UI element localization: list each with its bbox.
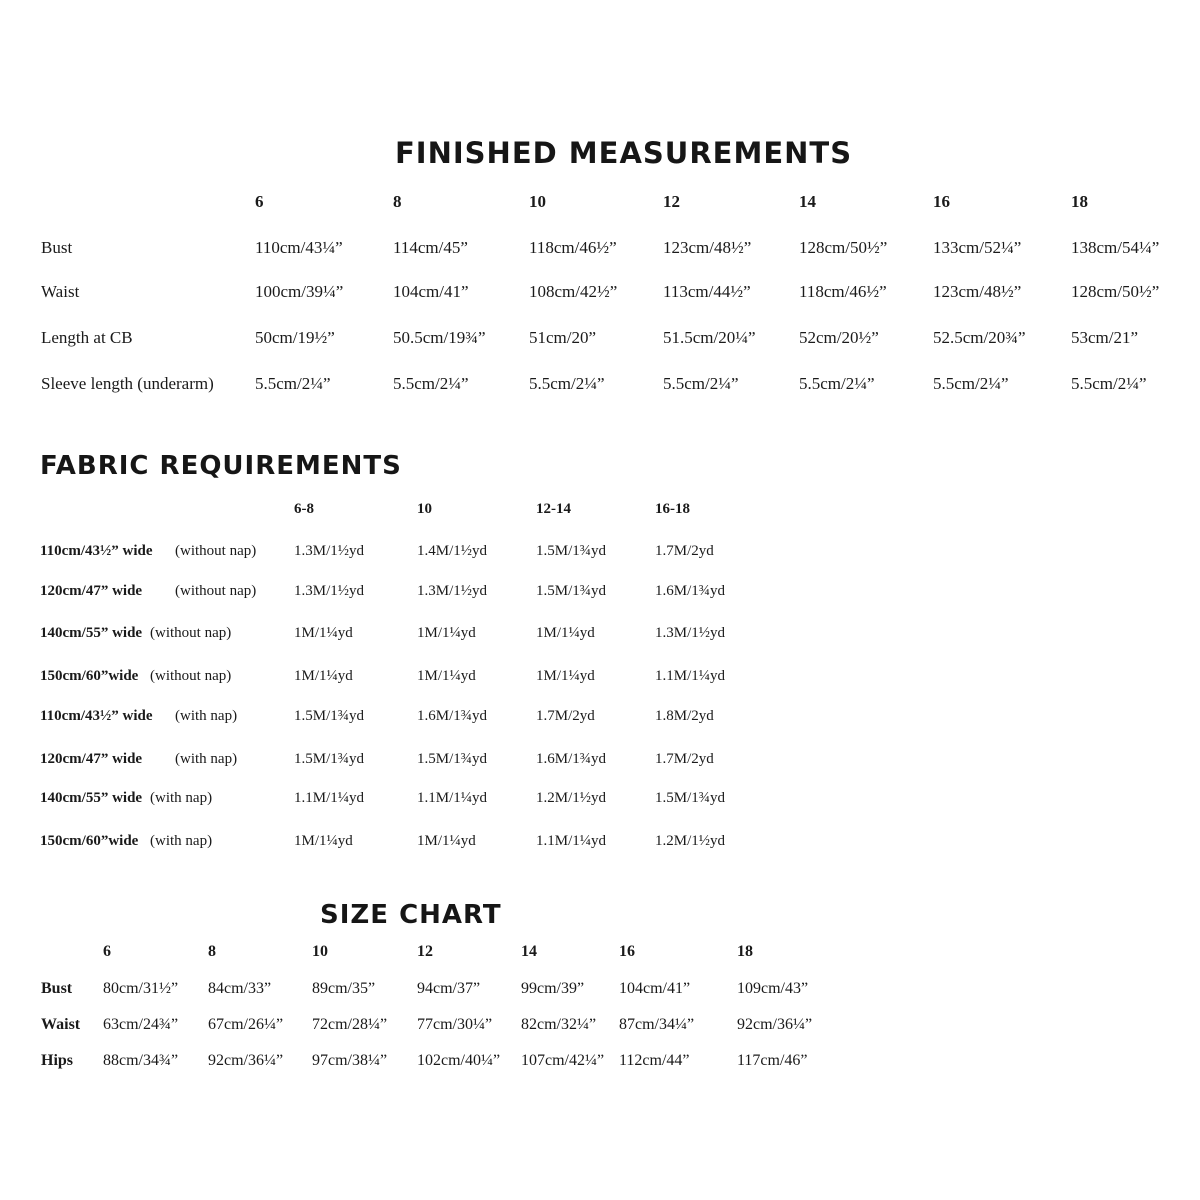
size-cell: 104cm/41” bbox=[619, 980, 691, 997]
fabric-amount-cell: 1M/1¼yd bbox=[536, 668, 595, 684]
size-cell: 72cm/28¼” bbox=[312, 1016, 388, 1033]
size-cell: 88cm/34¾” bbox=[103, 1052, 179, 1069]
size-header: 16 bbox=[933, 192, 950, 211]
size-header: 14 bbox=[521, 943, 537, 960]
fabric-amount-cell: 1M/1¼yd bbox=[417, 625, 476, 641]
measurement-cell: 5.5cm/2¼” bbox=[393, 374, 469, 393]
size-header: 18 bbox=[737, 943, 753, 960]
size-header: 8 bbox=[208, 943, 216, 960]
nap-label: (with nap) bbox=[150, 790, 213, 806]
fabric-amount-cell: 1M/1¼yd bbox=[294, 625, 353, 641]
row-label: Bust bbox=[41, 980, 73, 997]
fabric-width-label: 120cm/47” wide bbox=[40, 751, 143, 767]
fabric-width-label: 140cm/55” wide bbox=[40, 790, 143, 806]
measurement-cell: 118cm/46½” bbox=[799, 282, 887, 301]
size-cell: 77cm/30¼” bbox=[417, 1016, 493, 1033]
measurement-cell: 51.5cm/20¼” bbox=[663, 328, 756, 347]
size-chart-title: SIZE CHART bbox=[320, 900, 502, 930]
size-header: 10 bbox=[529, 192, 546, 211]
measurement-cell: 108cm/42½” bbox=[529, 282, 618, 301]
size-cell: 99cm/39” bbox=[521, 980, 585, 997]
measurement-cell: 138cm/54¼” bbox=[1071, 238, 1160, 257]
nap-label: (with nap) bbox=[150, 833, 213, 849]
fabric-amount-cell: 1.5M/1¾yd bbox=[417, 751, 488, 767]
fabric-amount-cell: 1.5M/1¾yd bbox=[294, 751, 365, 767]
fabric-amount-cell: 1.1M/1¼yd bbox=[417, 790, 488, 806]
size-header: 10 bbox=[312, 943, 328, 960]
size-cell: 117cm/46” bbox=[737, 1052, 808, 1069]
measurement-cell: 100cm/39¼” bbox=[255, 282, 344, 301]
measurement-cell: 53cm/21” bbox=[1071, 328, 1139, 347]
fabric-amount-cell: 1.3M/1½yd bbox=[417, 583, 488, 599]
fabric-amount-cell: 1.4M/1½yd bbox=[417, 543, 488, 559]
row-label: Hips bbox=[41, 1052, 74, 1069]
size-cell: 92cm/36¼” bbox=[208, 1052, 284, 1069]
fabric-amount-cell: 1.2M/1½yd bbox=[536, 790, 607, 806]
size-header: 14 bbox=[799, 192, 816, 211]
size-header: 12 bbox=[417, 943, 433, 960]
size-cell: 102cm/40¼” bbox=[417, 1052, 501, 1069]
nap-label: (with nap) bbox=[175, 708, 238, 724]
size-cell: 109cm/43” bbox=[737, 980, 809, 997]
measurement-cell: 128cm/50½” bbox=[799, 238, 888, 257]
fabric-amount-cell: 1.5M/1¾yd bbox=[536, 583, 607, 599]
size-cell: 92cm/36¼” bbox=[737, 1016, 813, 1033]
fabric-width-label: 150cm/60”wide bbox=[40, 668, 139, 684]
fabric-amount-cell: 1.6M/1¾yd bbox=[655, 583, 726, 599]
fabric-requirements-title: FABRIC REQUIREMENTS bbox=[40, 451, 402, 481]
fabric-amount-cell: 1M/1¼yd bbox=[294, 833, 353, 849]
size-cell: 112cm/44” bbox=[619, 1052, 690, 1069]
fabric-amount-cell: 1.5M/1¾yd bbox=[294, 708, 365, 724]
measurement-cell: 118cm/46½” bbox=[529, 238, 617, 257]
size-header: 16 bbox=[619, 943, 635, 960]
fabric-amount-cell: 1.7M/2yd bbox=[655, 543, 714, 559]
fabric-amount-cell: 1.5M/1¾yd bbox=[536, 543, 607, 559]
measurement-cell: 5.5cm/2¼” bbox=[663, 374, 739, 393]
size-header: 18 bbox=[1071, 192, 1088, 211]
fabric-amount-cell: 1.3M/1½yd bbox=[294, 583, 365, 599]
measurement-cell: 128cm/50½” bbox=[1071, 282, 1160, 301]
nap-label: (without nap) bbox=[150, 625, 232, 641]
finished-measurements-title: FINISHED MEASUREMENTS bbox=[395, 136, 853, 170]
size-header: 12-14 bbox=[536, 501, 571, 517]
size-cell: 63cm/24¾” bbox=[103, 1016, 179, 1033]
fabric-amount-cell: 1.2M/1½yd bbox=[655, 833, 726, 849]
size-header: 6 bbox=[103, 943, 111, 960]
size-cell: 89cm/35” bbox=[312, 980, 376, 997]
fabric-amount-cell: 1M/1¼yd bbox=[417, 668, 476, 684]
fabric-amount-cell: 1.7M/2yd bbox=[536, 708, 595, 724]
size-cell: 82cm/32¼” bbox=[521, 1016, 597, 1033]
fabric-amount-cell: 1.3M/1½yd bbox=[655, 625, 726, 641]
fabric-width-label: 120cm/47” wide bbox=[40, 583, 143, 599]
size-cell: 80cm/31½” bbox=[103, 980, 179, 997]
fabric-amount-cell: 1.1M/1¼yd bbox=[536, 833, 607, 849]
fabric-amount-cell: 1M/1¼yd bbox=[536, 625, 595, 641]
nap-label: (with nap) bbox=[175, 751, 238, 767]
size-cell: 97cm/38¼” bbox=[312, 1052, 388, 1069]
size-header: 10 bbox=[417, 501, 432, 517]
fabric-width-label: 150cm/60”wide bbox=[40, 833, 139, 849]
fabric-width-label: 110cm/43½” wide bbox=[40, 543, 153, 559]
size-cell: 107cm/42¼” bbox=[521, 1052, 605, 1069]
measurement-cell: 50cm/19½” bbox=[255, 328, 335, 347]
measurement-cell: 50.5cm/19¾” bbox=[393, 328, 486, 347]
nap-label: (without nap) bbox=[150, 668, 232, 684]
measurement-cell: 133cm/52¼” bbox=[933, 238, 1022, 257]
fabric-amount-cell: 1.1M/1¼yd bbox=[655, 668, 726, 684]
size-header: 16-18 bbox=[655, 501, 690, 517]
size-header: 12 bbox=[663, 192, 680, 211]
size-cell: 94cm/37” bbox=[417, 980, 481, 997]
fabric-width-label: 140cm/55” wide bbox=[40, 625, 143, 641]
fabric-amount-cell: 1.1M/1¼yd bbox=[294, 790, 365, 806]
fabric-amount-cell: 1.5M/1¾yd bbox=[655, 790, 726, 806]
measurement-cell: 113cm/44½” bbox=[663, 282, 751, 301]
measurement-cell: 123cm/48½” bbox=[663, 238, 752, 257]
size-cell: 87cm/34¼” bbox=[619, 1016, 695, 1033]
fabric-amount-cell: 1.6M/1¾yd bbox=[417, 708, 488, 724]
size-cell: 67cm/26¼” bbox=[208, 1016, 284, 1033]
fabric-amount-cell: 1.7M/2yd bbox=[655, 751, 714, 767]
measurement-cell: 123cm/48½” bbox=[933, 282, 1022, 301]
measurement-cell: 52.5cm/20¾” bbox=[933, 328, 1026, 347]
nap-label: (without nap) bbox=[175, 543, 257, 559]
row-label: Length at CB bbox=[41, 328, 133, 347]
size-cell: 84cm/33” bbox=[208, 980, 272, 997]
measurement-cell: 104cm/41” bbox=[393, 282, 469, 301]
size-header: 8 bbox=[393, 192, 402, 211]
measurement-cell: 5.5cm/2¼” bbox=[799, 374, 875, 393]
fabric-amount-cell: 1M/1¼yd bbox=[294, 668, 353, 684]
row-label: Sleeve length (underarm) bbox=[41, 374, 214, 393]
fabric-width-label: 110cm/43½” wide bbox=[40, 708, 153, 724]
measurement-cell: 5.5cm/2¼” bbox=[255, 374, 331, 393]
measurement-cell: 5.5cm/2¼” bbox=[933, 374, 1009, 393]
measurement-cell: 5.5cm/2¼” bbox=[1071, 374, 1147, 393]
size-header: 6-8 bbox=[294, 501, 314, 517]
nap-label: (without nap) bbox=[175, 583, 257, 599]
row-label: Waist bbox=[41, 1016, 81, 1033]
fabric-amount-cell: 1.6M/1¾yd bbox=[536, 751, 607, 767]
measurement-cell: 114cm/45” bbox=[393, 238, 468, 257]
measurement-cell: 51cm/20” bbox=[529, 328, 597, 347]
row-label: Waist bbox=[41, 282, 80, 301]
fabric-amount-cell: 1M/1¼yd bbox=[417, 833, 476, 849]
size-header: 6 bbox=[255, 192, 264, 211]
measurement-cell: 110cm/43¼” bbox=[255, 238, 343, 257]
fabric-amount-cell: 1.8M/2yd bbox=[655, 708, 714, 724]
fabric-amount-cell: 1.3M/1½yd bbox=[294, 543, 365, 559]
measurement-cell: 5.5cm/2¼” bbox=[529, 374, 605, 393]
measurement-cell: 52cm/20½” bbox=[799, 328, 879, 347]
row-label: Bust bbox=[41, 238, 73, 257]
